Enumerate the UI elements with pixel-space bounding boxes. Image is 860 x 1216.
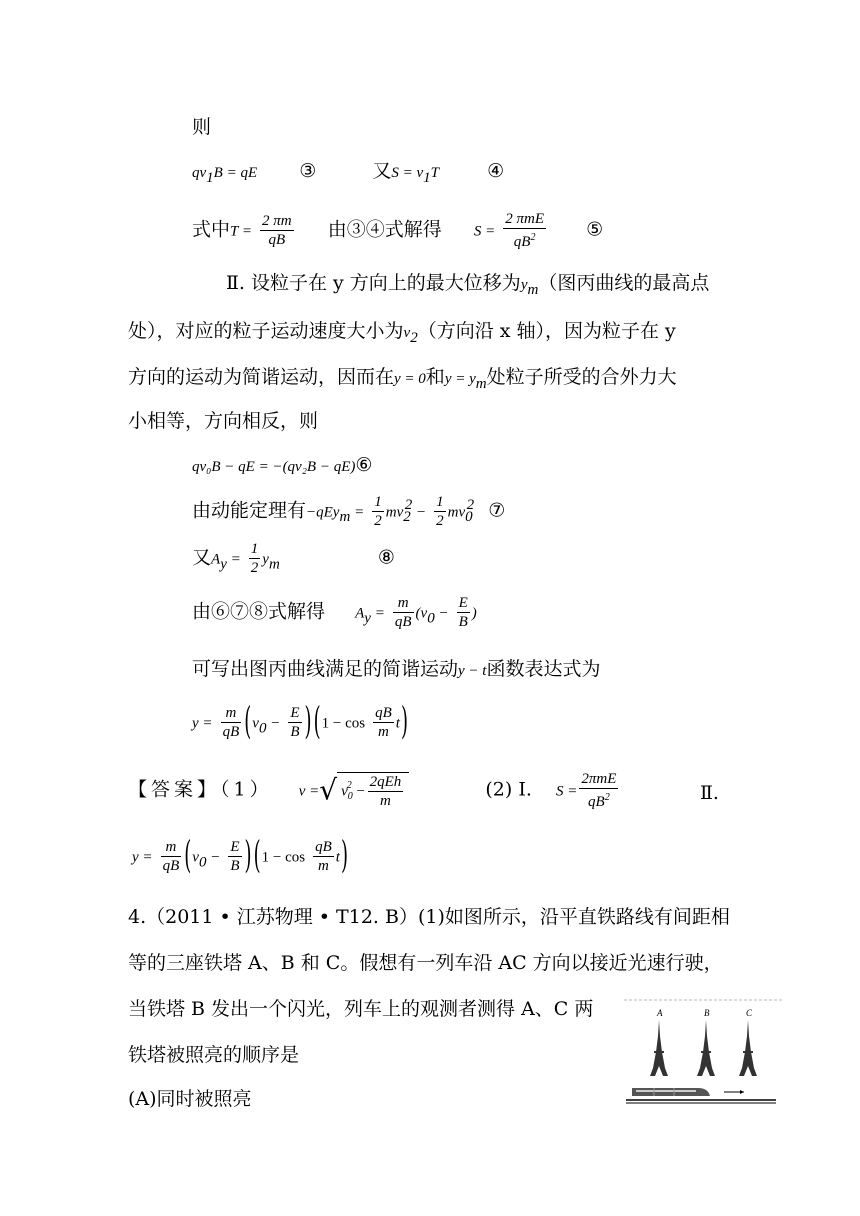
eq3-lhs: qv (192, 165, 207, 181)
T-eq: T = (230, 223, 252, 240)
tower-label-b: B (704, 1008, 710, 1018)
tower-label-a: A (657, 1008, 663, 1018)
equation-9: 由⑥⑦⑧式解得 $A_y$ = $\frac{m}{qB}$ ($v_0$ − $\frac{E}{B}$ ) (192, 595, 477, 630)
text-jiede: 由③④式解得 (327, 218, 442, 241)
text-ze: 则 (192, 116, 212, 138)
equation-line-5 (192, 210, 603, 251)
fraction-S: $\frac{\text{2 πmE}}{qB^2}$ (505, 211, 545, 250)
equation-6: qv₀B − qE = −(qv₂B − qE)⑥ (192, 454, 373, 476)
tower-label-c: C (746, 1008, 753, 1018)
answer-line: 【答案】（1） v =√ $v_0^2$ − $\frac{\text{2qEh}}{m}$ (2) Ⅰ. S = $\frac{\text{2πmE}}{qB^2}$ (128, 771, 617, 810)
equation-line-3-4: $qv_1B$ = qE ③ 又$S = v_1T$ ④ (192, 160, 505, 186)
answer-II-label: Ⅱ. (700, 782, 719, 804)
para-2-line-4: 小相等，方向相反，则 (128, 410, 319, 432)
text-shizhong: 式中 (192, 218, 231, 241)
tower-a-icon (650, 1020, 668, 1076)
para-2-line-1: Ⅱ. 设粒子在 y 方向上的最大位移为$y_m$（图丙曲线的最高点 (226, 272, 710, 298)
answer-label: 【答案】（1） (128, 778, 273, 801)
circled-3: ③ (299, 160, 317, 182)
para-10: 可写出图丙曲线满足的简谐运动y − t函数表达式为 (192, 658, 601, 680)
eq3-rest: B = qE (213, 165, 258, 181)
fraction-T: $\frac{2 \pi m}{qB}$ (262, 213, 292, 248)
para-2-line-2: 处），对应的粒子运动速度大小为$v_2$（方向沿 x 轴），因为粒子在 y (128, 320, 676, 346)
tower-train-figure (624, 996, 784, 1108)
train-icon (632, 1088, 710, 1096)
circled-5: ⑤ (586, 218, 604, 241)
eq4: S = v (391, 165, 424, 181)
answer-formula: y = $\frac{m}{qB}$ ($v_0$ − $\frac{E}{B}$ ) (1 − cos $\frac{qB}{m}$ t) (132, 833, 348, 878)
eq4-t: T (430, 165, 439, 181)
S-eq: S = (473, 223, 496, 240)
q4-line-4: 铁塔被照亮的顺序是 (128, 1044, 300, 1066)
tower-b-icon (697, 1020, 715, 1076)
formula-y-t: y = $\frac{m}{qB}$ ($v_0$ − $\frac{E}{B}$ ) (1 − cos $\frac{qB}{m}$ t) (192, 699, 408, 744)
q4-line-2: 等的三座铁塔 A、B 和 C。假想有一列车沿 AC 方向以接近光速行驶， (128, 952, 723, 974)
circled-8: ⑧ (377, 546, 395, 569)
equation-8: 又$A_y$ = $\frac{1}{2}$ $y_m$ ⑧ (192, 541, 395, 576)
text-you: 又 (372, 160, 392, 182)
q4-option-a: (A)同时被照亮 (128, 1088, 252, 1110)
equation-7: 由动能定理有−qEy$_m$ = $\frac{1}{2}$ $mv_2^2$ − $\frac{1}{2}$ $mv_0^2$ ⑦ (192, 493, 506, 529)
circled-6: ⑥ (355, 454, 373, 476)
circled-4: ④ (487, 160, 505, 182)
q4-line-1: 4.（2011 • 江苏物理 • T12. B）(1)如图所示，沿平直铁路线有间距相 (128, 906, 730, 928)
tower-c-icon (739, 1020, 757, 1076)
circled-7: ⑦ (488, 499, 506, 522)
para-2-line-3: 方向的运动为简谐运动，因而在y = 0和$y = y_m$处粒子所受的合外力大 (128, 366, 677, 392)
q4-line-3: 当铁塔 B 发出一个闪光，列车上的观测者测得 A、C 两 (128, 998, 594, 1020)
